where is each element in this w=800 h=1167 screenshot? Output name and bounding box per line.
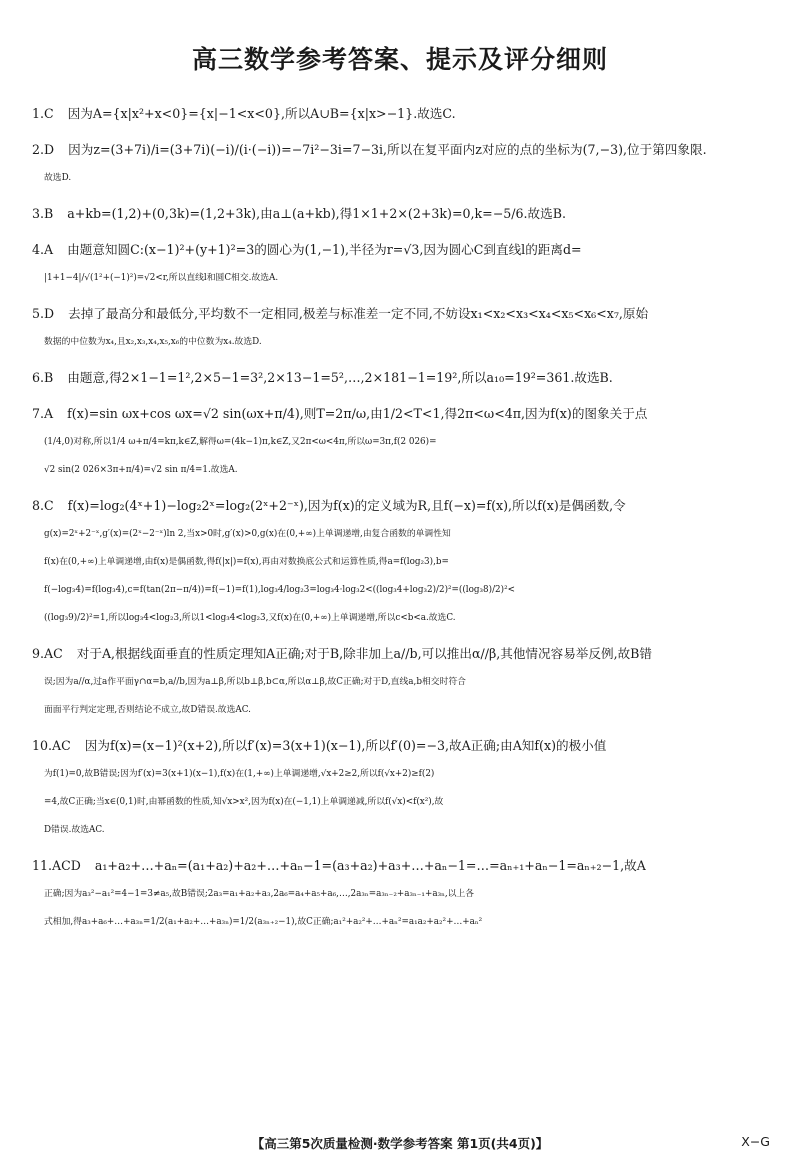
answer-key: AC — [44, 646, 63, 661]
page-title: 高三数学参考答案、提示及评分细则 — [191, 45, 608, 74]
answer-line — [32, 732, 774, 760]
answer-line — [32, 428, 774, 456]
answer-line — [32, 640, 774, 668]
answer-item — [32, 364, 774, 392]
explanation-text: D错误.故选AC. — [44, 825, 105, 835]
answer-line — [32, 200, 774, 228]
answer-item — [32, 852, 774, 936]
answer-line — [32, 760, 774, 788]
explanation-text: a₁+a₂+…+aₙ=(a₁+a₂)+a₂+…+aₙ−1=(a₃+a₂)+a₃+…+aₙ−1=…=aₙ₊₁+aₙ−1=aₙ₊₂−1,故A — [94, 858, 646, 873]
answer-line — [32, 364, 774, 392]
explanation-text: f(x)在(0,+∞)上单调递增,由f(x)是偶函数,得f(|x|)=f(x),再由对数换底公式和运算性质,得a=f(log₂3),b= — [44, 557, 449, 567]
answer-item — [32, 300, 774, 356]
question-number: 11. — [32, 858, 53, 873]
answer-line — [32, 236, 774, 264]
explanation-text: 由题意知圆C:(x−1)²+(y+1)²=3的圆心为(1,−1),半径为r=√3,因为圆心C到直线l的距离d= — [67, 242, 582, 257]
footer-text: 【高三第5次质量检测·数学参考答案 第1页(共4页)】 — [251, 1136, 549, 1151]
answer-key: A — [44, 242, 54, 257]
answer-item — [32, 492, 774, 632]
answer-item — [32, 400, 774, 484]
answer-line — [32, 492, 774, 520]
answer-line — [32, 264, 774, 292]
explanation-text: a+kb=(1,2)+(0,3k)=(1,2+3k),由a⊥(a+kb),得1×1+2×(2+3k)=0,k=−5/6.故选B. — [67, 206, 566, 221]
question-number: 8. — [32, 498, 45, 513]
answer-key: D — [44, 142, 55, 157]
answer-line — [32, 604, 774, 632]
answer-line — [32, 136, 774, 164]
answer-key: C — [44, 498, 54, 513]
question-number: 6. — [32, 370, 45, 385]
answer-line — [32, 400, 774, 428]
answer-key: C — [44, 106, 54, 121]
question-number: 10. — [32, 738, 53, 753]
question-number: 3. — [32, 206, 45, 221]
explanation-text: 去掉了最高分和最低分,平均数不一定相同,极差与标准差一定不同,不妨设x₁<x₂<x₃<x₄<x₅<x₆<x₇,原始 — [68, 306, 649, 321]
explanation-text: 因为A={x|x²+x<0}={x|−1<x<0},所以A∪B={x|x>−1}.故选C. — [67, 106, 456, 121]
answer-line — [32, 668, 774, 696]
answer-item — [32, 136, 774, 192]
answer-line — [32, 788, 774, 816]
footer-code: X−G — [741, 1134, 770, 1149]
explanation-text: 为f(1)=0,故B错误;因为f′(x)=3(x+1)(x−1),f(x)在(1,+∞)上单调递增,√x+2≥2,所以f(√x+2)≥f(2) — [44, 769, 435, 779]
explanation-text: √2 sin(2 026×3π+π/4)=√2 sin π/4=1.故选A. — [44, 465, 238, 475]
explanation-text: f(x)=sin ωx+cos ωx=√2 sin(ωx+π/4),则T=2π/ω,由1/2<T<1,得2π<ω<4π,因为f(x)的图象关于点 — [67, 406, 648, 421]
answer-line — [32, 300, 774, 328]
explanation-text: 面面平行判定定理,否则结论不成立,故D错误.故选AC. — [44, 705, 251, 715]
answer-item — [32, 200, 774, 228]
explanation-text: 正确;因为a₃²−a₁²=4−1=3≠a₅,故B错误;2a₃=a₁+a₂+a₃,2a₆=a₄+a₅+a₆,…,2a₃ₙ=a₃ₙ₋₂+a₃ₙ₋₁+a₃ₙ,以上各 — [44, 889, 475, 899]
answer-line — [32, 852, 774, 880]
answer-line — [32, 164, 774, 192]
explanation-text: 因为z=(3+7i)/i=(3+7i)(−i)/(i·(−i))=−7i²−3i=7−3i,所以在复平面内z对应的点的坐标为(7,−3),位于第四象限. — [68, 142, 707, 157]
explanation-text: 由题意,得2×1−1=1²,2×5−1=3²,2×13−1=5²,…,2×181−1=19²,所以a₁₀=19²=361.故选B. — [67, 370, 613, 385]
explanation-text: (1/4,0)对称,所以1/4 ω+π/4=kπ,k∈Z,解得ω=(4k−1)π,k∈Z,又2π<ω<4π,所以ω=3π,f(2 026)= — [44, 437, 437, 447]
answer-line — [32, 520, 774, 548]
answer-line — [32, 696, 774, 724]
answer-line — [32, 816, 774, 844]
explanation-text: f(−log₃4)=f(log₃4),c=f(tan(2π−π/4))=f(−1)=f(1),log₃4/log₂3=log₃4·log₃2<((log₃4+log₃2)/2)²=((log₃8)/2)²< — [44, 585, 515, 595]
answer-key: ACD — [52, 858, 81, 873]
answer-line — [32, 880, 774, 908]
answer-key: AC — [52, 738, 71, 753]
question-number: 4. — [32, 242, 45, 257]
explanation-text: f(x)=log₂(4ˣ+1)−log₂2ˣ=log₂(2ˣ+2⁻ˣ),因为f(x)的定义域为R,且f(−x)=f(x),所以f(x)是偶函数,令 — [67, 498, 626, 513]
answer-line — [32, 100, 774, 128]
answer-key: D — [44, 306, 55, 321]
answer-line — [32, 456, 774, 484]
answer-item — [32, 640, 774, 724]
explanation-text: 对于A,根据线面垂直的性质定理知A正确;对于B,除非加上a//b,可以推出α//β,其他情况容易举反例,故B错 — [76, 646, 653, 661]
answer-key: A — [44, 406, 54, 421]
answer-line — [32, 576, 774, 604]
answer-item — [32, 732, 774, 844]
answer-key: B — [44, 206, 54, 221]
question-number: 1. — [32, 106, 45, 121]
question-number: 9. — [32, 646, 45, 661]
answer-item — [32, 236, 774, 292]
question-number: 2. — [32, 142, 45, 157]
question-number: 5. — [32, 306, 45, 321]
answer-line — [32, 908, 774, 936]
answer-list — [32, 100, 774, 944]
explanation-text: 误;因为a//α,过a作平面γ∩α=b,a//b,因为a⊥β,所以b⊥β,b⊂α,所以α⊥β,故C正确;对于D,直线a,b相交时符合 — [44, 677, 466, 687]
answer-line — [32, 548, 774, 576]
question-number: 7. — [32, 406, 45, 421]
page-footer — [0, 1134, 800, 1152]
explanation-text: 数据的中位数为x₄,且x₂,x₃,x₄,x₅,x₆的中位数为x₄.故选D. — [44, 337, 262, 347]
explanation-text: ((log₃9)/2)²=1,所以log₃4<log₂3,所以1<log₃4<log₂3,又f(x)在(0,+∞)上单调递增,所以c<b<a.故选C. — [44, 613, 456, 623]
explanation-text: 式相加,得a₃+a₆+…+a₃ₙ=1/2(a₁+a₂+…+a₃ₙ)=1/2(a₃ₙ₊₂−1),故C正确;a₁²+a₂²+…+aₙ²=a₁a₂+a₂²+…+aₙ² — [44, 917, 483, 927]
explanation-text: |1+1−4|/√(1²+(−1)²)=√2<r,所以直线l和圆C相交.故选A. — [44, 273, 279, 283]
explanation-text: 故选D. — [44, 173, 72, 183]
explanation-text: =4,故C正确;当x∈(0,1)时,由幂函数的性质,知√x>x²,因为f(x)在(−1,1)上单调递减,所以f(√x)<f(x²),故 — [44, 797, 444, 807]
answer-key: B — [44, 370, 54, 385]
explanation-text: 因为f(x)=(x−1)²(x+2),所以f′(x)=3(x+1)(x−1),所以f′(0)=−3,故A正确;由A知f(x)的极小值 — [84, 738, 607, 753]
answer-line — [32, 328, 774, 356]
explanation-text: g(x)=2ˣ+2⁻ˣ,g′(x)=(2ˣ−2⁻ˣ)ln 2,当x>0时,g′(x)>0,g(x)在(0,+∞)上单调递增,由复合函数的单调性知 — [44, 529, 451, 539]
answer-item — [32, 100, 774, 128]
